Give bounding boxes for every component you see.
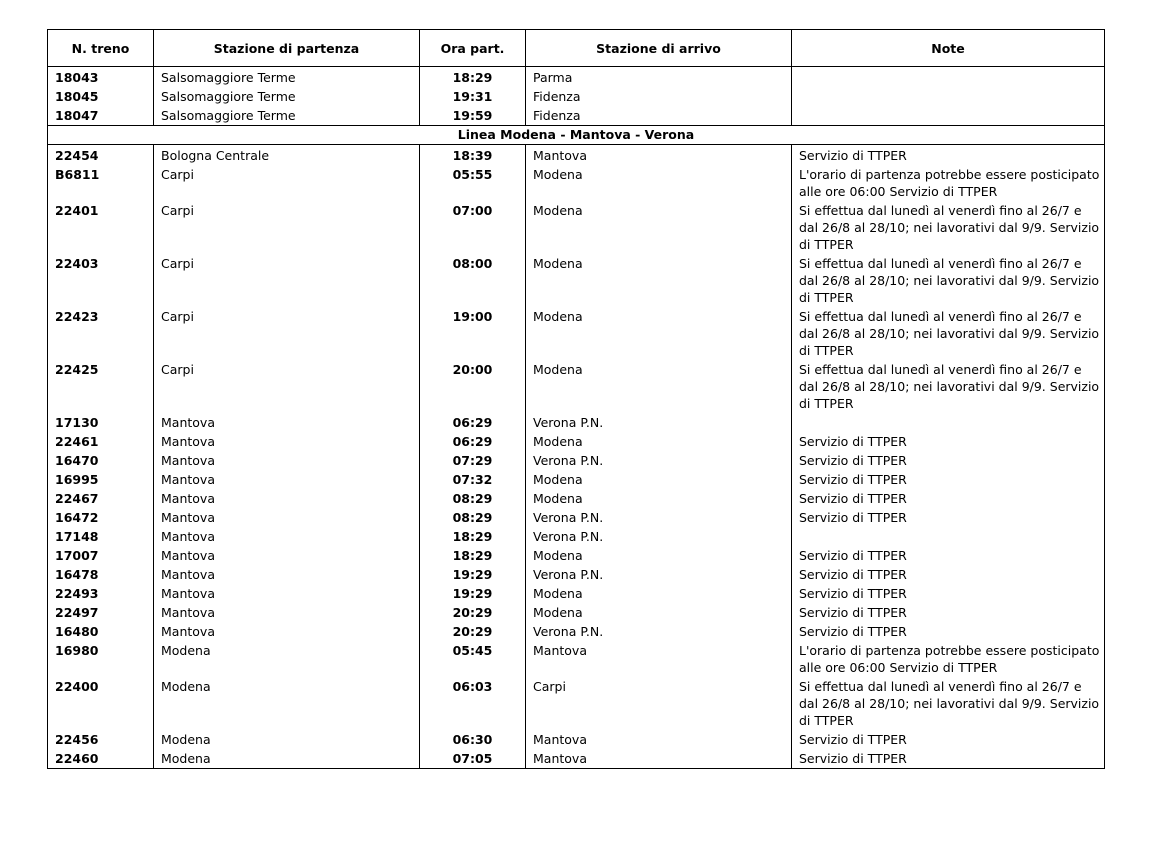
train-number-cell: 22460 [48, 749, 154, 769]
note-cell: Servizio di TTPER [792, 145, 1105, 166]
note-cell: Servizio di TTPER [792, 730, 1105, 749]
arrival-station-cell: Fidenza [526, 87, 792, 106]
departure-time-cell: 07:00 [420, 201, 526, 254]
departure-station-cell: Mantova [154, 413, 420, 432]
train-number-cell: 18043 [48, 67, 154, 88]
departure-station-cell: Carpi [154, 201, 420, 254]
departure-station-cell: Mantova [154, 451, 420, 470]
arrival-station-cell: Verona P.N. [526, 565, 792, 584]
departure-station-cell: Mantova [154, 546, 420, 565]
train-number-cell: 17007 [48, 546, 154, 565]
departure-time-cell: 08:29 [420, 489, 526, 508]
train-number-cell: 16980 [48, 641, 154, 677]
note-cell: Servizio di TTPER [792, 565, 1105, 584]
train-number-cell: 18045 [48, 87, 154, 106]
note-cell: Si effettua dal lunedì al venerdì fino al 26/7 e dal 26/8 al 28/10; nei lavorativi dal 9/9. Servizio di TTPER [792, 201, 1105, 254]
arrival-station-cell: Mantova [526, 145, 792, 166]
table-row [48, 641, 1105, 677]
note-cell: Servizio di TTPER [792, 432, 1105, 451]
arrival-station-cell: Modena [526, 360, 792, 413]
departure-time-cell: 06:29 [420, 432, 526, 451]
departure-station-cell: Carpi [154, 307, 420, 360]
note-cell: Servizio di TTPER [792, 584, 1105, 603]
train-number-cell: 22425 [48, 360, 154, 413]
note-cell: Si effettua dal lunedì al venerdì fino al 26/7 e dal 26/8 al 28/10; nei lavorativi dal 9/9. Servizio di TTPER [792, 360, 1105, 413]
arrival-station-cell: Modena [526, 307, 792, 360]
departure-time-cell: 19:00 [420, 307, 526, 360]
train-number-cell: 22467 [48, 489, 154, 508]
table-row [48, 527, 1105, 546]
departure-station-cell: Bologna Centrale [154, 145, 420, 166]
arrival-station-cell: Modena [526, 432, 792, 451]
note-cell: Servizio di TTPER [792, 622, 1105, 641]
note-cell: Servizio di TTPER [792, 470, 1105, 489]
header-departure-station: Stazione di partenza [154, 30, 420, 67]
table-row [48, 145, 1105, 166]
section-header [48, 126, 1105, 145]
departure-time-cell: 19:29 [420, 584, 526, 603]
arrival-station-cell: Verona P.N. [526, 508, 792, 527]
note-cell [792, 413, 1105, 432]
arrival-station-cell: Mantova [526, 749, 792, 769]
departure-time-cell: 20:00 [420, 360, 526, 413]
table-row [48, 307, 1105, 360]
table-row [48, 67, 1105, 88]
table-row [48, 677, 1105, 730]
departure-station-cell: Mantova [154, 565, 420, 584]
departure-station-cell: Carpi [154, 360, 420, 413]
departure-time-cell: 06:30 [420, 730, 526, 749]
note-cell: Servizio di TTPER [792, 546, 1105, 565]
arrival-station-cell: Verona P.N. [526, 451, 792, 470]
departure-station-cell: Mantova [154, 622, 420, 641]
header-departure-time: Ora part. [420, 30, 526, 67]
arrival-station-cell: Verona P.N. [526, 622, 792, 641]
note-cell [792, 67, 1105, 88]
departure-time-cell: 18:39 [420, 145, 526, 166]
train-number-cell: 16470 [48, 451, 154, 470]
train-number-cell: 22423 [48, 307, 154, 360]
train-number-cell: 16995 [48, 470, 154, 489]
departure-time-cell: 05:55 [420, 165, 526, 201]
table-row [48, 603, 1105, 622]
departure-time-cell: 06:29 [420, 413, 526, 432]
note-cell [792, 87, 1105, 106]
table-row [48, 508, 1105, 527]
departure-station-cell: Modena [154, 641, 420, 677]
note-cell: Servizio di TTPER [792, 489, 1105, 508]
note-cell [792, 106, 1105, 126]
section-row [48, 126, 1105, 145]
train-number-cell: 22454 [48, 145, 154, 166]
departure-station-cell: Mantova [154, 527, 420, 546]
departure-station-cell: Salsomaggiore Terme [154, 87, 420, 106]
table-row [48, 451, 1105, 470]
table-row [48, 106, 1105, 126]
table-row [48, 470, 1105, 489]
arrival-station-cell: Parma [526, 67, 792, 88]
arrival-station-cell: Modena [526, 603, 792, 622]
departure-time-cell: 20:29 [420, 603, 526, 622]
departure-station-cell: Carpi [154, 165, 420, 201]
arrival-station-cell: Modena [526, 470, 792, 489]
header-notes: Note [792, 30, 1105, 67]
note-cell: Si effettua dal lunedì al venerdì fino al 26/7 e dal 26/8 al 28/10; nei lavorativi dal 9/9. Servizio di TTPER [792, 677, 1105, 730]
departure-station-cell: Mantova [154, 508, 420, 527]
arrival-station-cell: Mantova [526, 641, 792, 677]
train-timetable [47, 29, 1105, 769]
train-number-cell: 18047 [48, 106, 154, 126]
train-number-cell: 17130 [48, 413, 154, 432]
header-arrival-station: Stazione di arrivo [526, 30, 792, 67]
note-cell: Servizio di TTPER [792, 603, 1105, 622]
train-number-cell: 16478 [48, 565, 154, 584]
note-cell: Servizio di TTPER [792, 749, 1105, 769]
train-number-cell: B6811 [48, 165, 154, 201]
table-row [48, 749, 1105, 769]
section-title: Linea Modena - Mantova - Verona [48, 126, 1105, 145]
table-row [48, 413, 1105, 432]
train-number-cell: 17148 [48, 527, 154, 546]
table-row [48, 87, 1105, 106]
arrival-station-cell: Modena [526, 254, 792, 307]
table-row [48, 360, 1105, 413]
header-row [48, 30, 1105, 67]
departure-station-cell: Modena [154, 677, 420, 730]
table-row [48, 489, 1105, 508]
table-row [48, 584, 1105, 603]
table-row [48, 730, 1105, 749]
arrival-station-cell: Carpi [526, 677, 792, 730]
table-row [48, 201, 1105, 254]
train-number-cell: 16480 [48, 622, 154, 641]
train-number-cell: 22401 [48, 201, 154, 254]
table-row [48, 254, 1105, 307]
departure-station-cell: Mantova [154, 489, 420, 508]
departure-station-cell: Salsomaggiore Terme [154, 67, 420, 88]
arrival-station-cell: Verona P.N. [526, 527, 792, 546]
table-row [48, 546, 1105, 565]
arrival-station-cell: Mantova [526, 730, 792, 749]
arrival-station-cell: Modena [526, 489, 792, 508]
table-row [48, 432, 1105, 451]
departure-time-cell: 05:45 [420, 641, 526, 677]
train-number-cell: 22497 [48, 603, 154, 622]
note-cell [792, 527, 1105, 546]
departure-time-cell: 19:59 [420, 106, 526, 126]
departure-time-cell: 18:29 [420, 527, 526, 546]
note-cell: Si effettua dal lunedì al venerdì fino al 26/7 e dal 26/8 al 28/10; nei lavorativi dal 9/9. Servizio di TTPER [792, 307, 1105, 360]
departure-station-cell: Modena [154, 730, 420, 749]
departure-time-cell: 08:29 [420, 508, 526, 527]
arrival-station-cell: Modena [526, 546, 792, 565]
departure-station-cell: Mantova [154, 470, 420, 489]
departure-time-cell: 07:32 [420, 470, 526, 489]
departure-time-cell: 18:29 [420, 546, 526, 565]
departure-station-cell: Mantova [154, 584, 420, 603]
group1-rows [48, 67, 1105, 126]
departure-time-cell: 20:29 [420, 622, 526, 641]
note-cell: Servizio di TTPER [792, 451, 1105, 470]
note-cell: L'orario di partenza potrebbe essere posticipato alle ore 06:00 Servizio di TTPER [792, 165, 1105, 201]
header-train-number: N. treno [48, 30, 154, 67]
arrival-station-cell: Modena [526, 165, 792, 201]
arrival-station-cell: Verona P.N. [526, 413, 792, 432]
note-cell: Si effettua dal lunedì al venerdì fino al 26/7 e dal 26/8 al 28/10; nei lavorativi dal 9/9. Servizio di TTPER [792, 254, 1105, 307]
departure-station-cell: Carpi [154, 254, 420, 307]
departure-time-cell: 07:05 [420, 749, 526, 769]
train-number-cell: 22456 [48, 730, 154, 749]
departure-time-cell: 19:31 [420, 87, 526, 106]
table-row [48, 565, 1105, 584]
departure-station-cell: Mantova [154, 432, 420, 451]
arrival-station-cell: Fidenza [526, 106, 792, 126]
train-number-cell: 22493 [48, 584, 154, 603]
arrival-station-cell: Modena [526, 201, 792, 254]
train-number-cell: 22400 [48, 677, 154, 730]
arrival-station-cell: Modena [526, 584, 792, 603]
group2-rows [48, 145, 1105, 769]
departure-station-cell: Salsomaggiore Terme [154, 106, 420, 126]
train-number-cell: 16472 [48, 508, 154, 527]
departure-station-cell: Modena [154, 749, 420, 769]
departure-time-cell: 06:03 [420, 677, 526, 730]
timetable-sheet [47, 29, 1104, 769]
train-number-cell: 22461 [48, 432, 154, 451]
departure-time-cell: 18:29 [420, 67, 526, 88]
table-row [48, 622, 1105, 641]
departure-time-cell: 08:00 [420, 254, 526, 307]
note-cell: Servizio di TTPER [792, 508, 1105, 527]
note-cell: L'orario di partenza potrebbe essere posticipato alle ore 06:00 Servizio di TTPER [792, 641, 1105, 677]
departure-station-cell: Mantova [154, 603, 420, 622]
table-row [48, 165, 1105, 201]
departure-time-cell: 07:29 [420, 451, 526, 470]
departure-time-cell: 19:29 [420, 565, 526, 584]
train-number-cell: 22403 [48, 254, 154, 307]
